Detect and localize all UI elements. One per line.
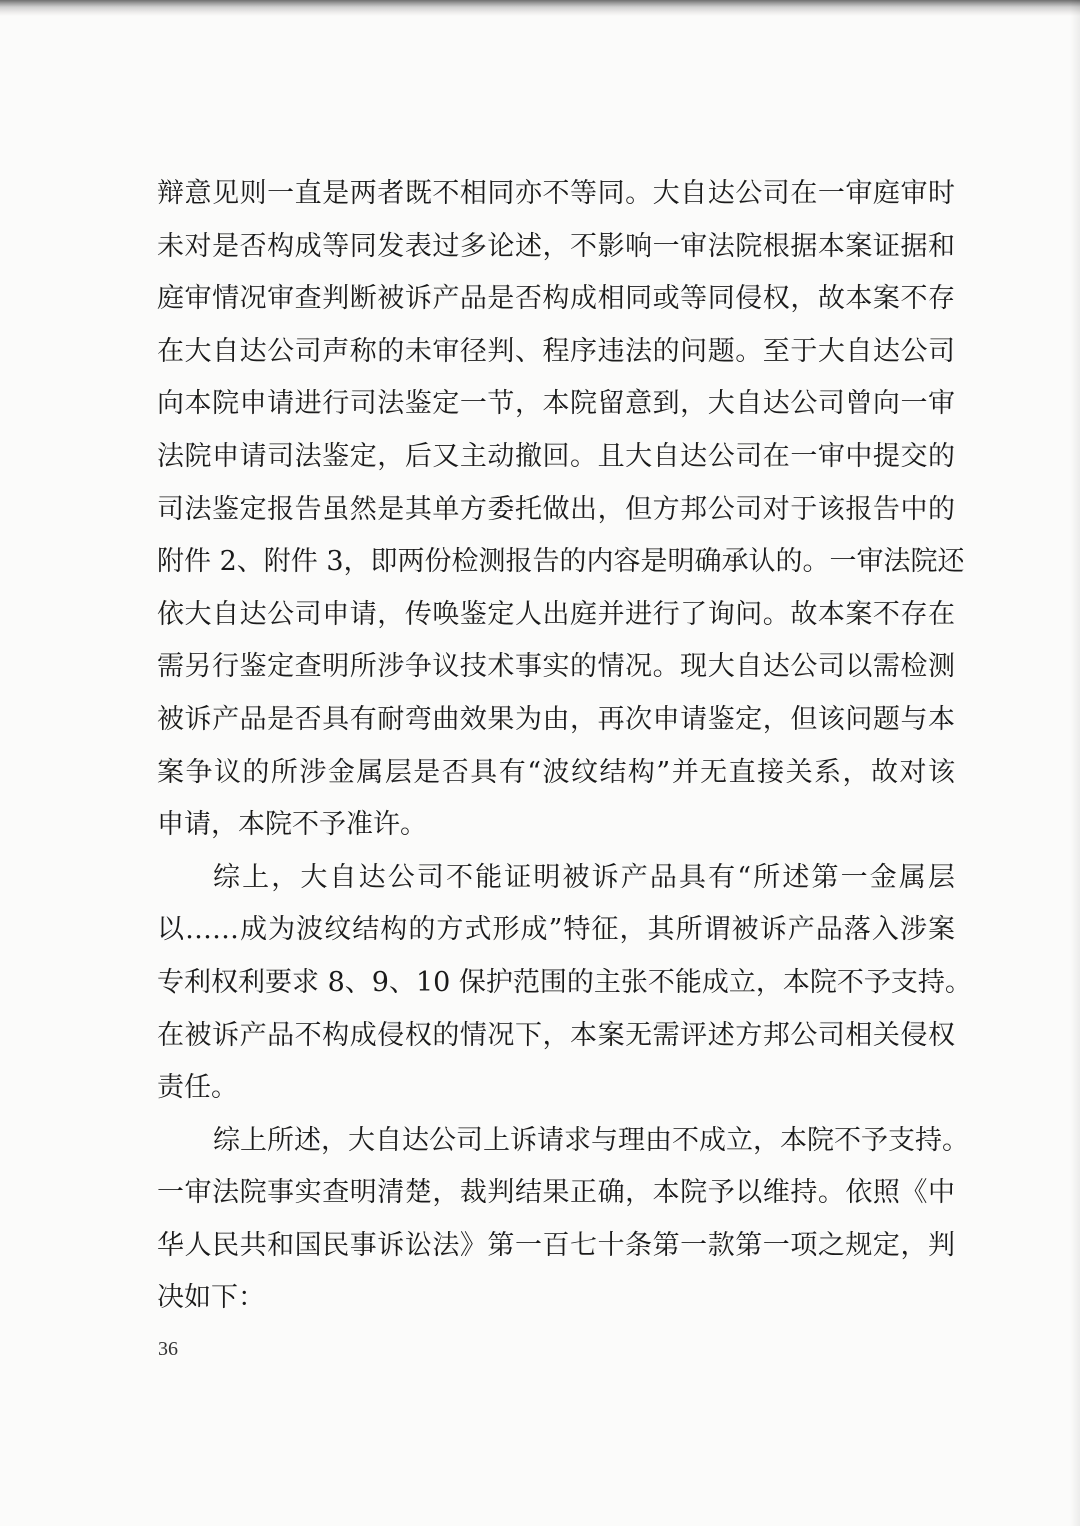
text-line: 华人民共和国民事诉讼法》第一百七十条第一款第一项之规定，判 (157, 1229, 955, 1261)
page-number: 36 (158, 1338, 178, 1360)
text-line: 向本院申请进行司法鉴定一节，本院留意到，大自达公司曾向一审 (157, 388, 955, 420)
paragraph (157, 168, 965, 852)
document-body (157, 168, 972, 1325)
scan-top-edge (0, 0, 1080, 16)
text-line: 在被诉产品不构成侵权的情况下，本案无需评述方邦公司相关侵权 (157, 1019, 955, 1051)
text-line: 一审法院事实查明清楚，裁判结果正确，本院予以维持。依照《中 (157, 1177, 955, 1209)
text-line: 在大自达公司声称的未审径判、程序违法的问题。至于大自达公司 (157, 335, 955, 367)
text-line: 以……成为波纹结构的方式形成”特征，其所谓被诉产品落入涉案 (157, 914, 955, 946)
text-line: 综上，大自达公司不能证明被诉产品具有“所述第一金属层 (213, 861, 955, 893)
paragraph (157, 852, 972, 1115)
text-line: 依大自达公司申请，传唤鉴定人出庭并进行了询问。故本案不存在 (157, 598, 955, 630)
text-line: 法院申请司法鉴定，后又主动撤回。且大自达公司在一审中提交的 (157, 440, 955, 472)
text-line: 案争议的所涉金属层是否具有“波纹结构”并无直接关系，故对该 (157, 756, 955, 788)
text-line: 司法鉴定报告虽然是其单方委托做出，但方邦公司对于该报告中的 (157, 493, 955, 525)
text-line: 辩意见则一直是两者既不相同亦不等同。大自达公司在一审庭审时 (157, 178, 955, 209)
text-line: 未对是否构成等同发表过多论述，不影响一审法院根据本案证据和 (157, 230, 955, 262)
text-line: 申请，本院不予准许。 (157, 809, 427, 841)
text-line: 专利权利要求 8、9、10 保护范围的主张不能成立，本院不予支持。 (157, 966, 972, 998)
text-line: 决如下： (157, 1282, 265, 1314)
paragraph (157, 1115, 969, 1325)
text-line: 责任。 (157, 1072, 238, 1104)
text-line: 附件 2、附件 3，即两份检测报告的内容是明确承认的。一审法院还 (157, 546, 965, 578)
text-line: 需另行鉴定查明所涉争议技术事实的情况。现大自达公司以需检测 (157, 651, 955, 683)
text-line: 庭审情况审查判断被诉产品是否构成相同或等同侵权，故本案不存 (157, 283, 955, 315)
text-line: 综上所述，大自达公司上诉请求与理由不成立，本院不予支持。 (213, 1124, 969, 1156)
scan-side-shade (1070, 0, 1080, 1526)
text-line: 被诉产品是否具有耐弯曲效果为由，再次申请鉴定，但该问题与本 (157, 703, 955, 735)
